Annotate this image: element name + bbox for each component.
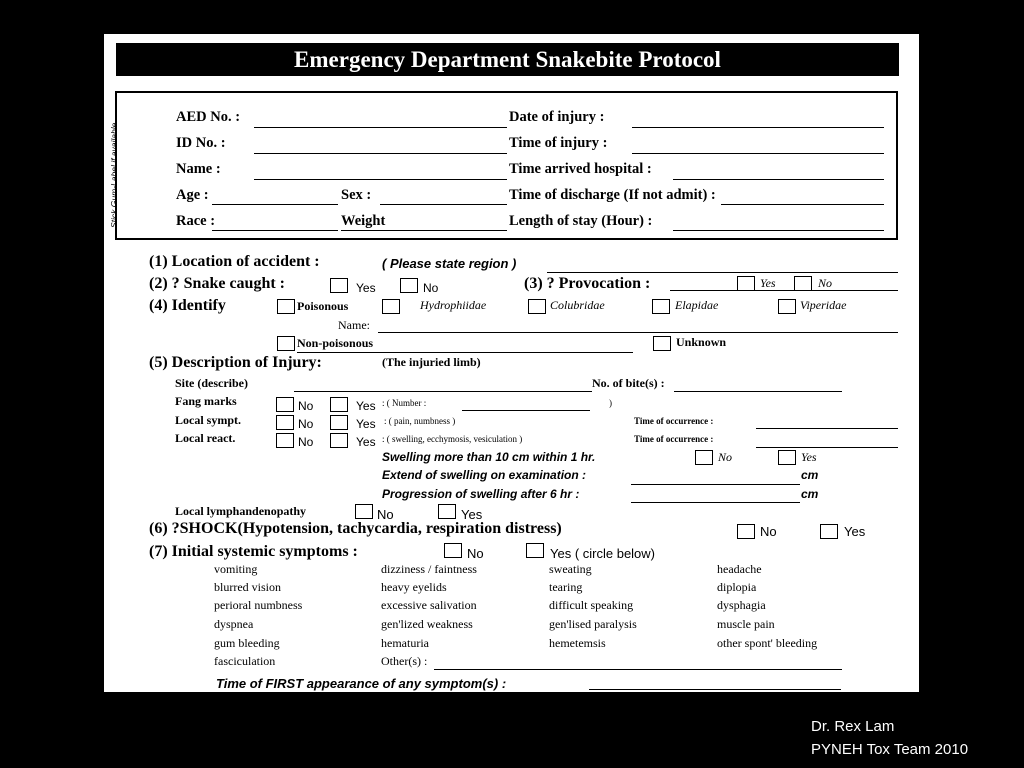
symptom-fasciculation[interactable]: fasciculation bbox=[214, 654, 276, 668]
systemic-no-label: No bbox=[467, 546, 484, 561]
local-react-label: Local react. bbox=[175, 431, 236, 445]
sympt-no-label: No bbox=[298, 417, 314, 431]
symptom-hematuria[interactable]: hematuria bbox=[381, 636, 429, 650]
first-appearance-field[interactable] bbox=[589, 689, 841, 690]
viperidae-label: Viperidae bbox=[800, 298, 847, 312]
aed-no-label: AED No. : bbox=[176, 109, 241, 125]
symptom-heavy-eyelids[interactable]: heavy eyelids bbox=[381, 580, 447, 594]
systemic-no-checkbox[interactable] bbox=[444, 543, 462, 558]
gum-label-note: Stick Gum-Label if available bbox=[109, 122, 119, 228]
q7-systemic-label: (7) Initial systemic symptoms : bbox=[149, 543, 358, 560]
non-poisonous-field bbox=[297, 352, 633, 353]
lymph-yes-checkbox[interactable] bbox=[438, 504, 456, 519]
symptom-difficult-speaking[interactable]: difficult speaking bbox=[549, 598, 634, 612]
sympt-time-label: Time of occurrence : bbox=[634, 416, 714, 426]
snake-name-label: Name: bbox=[338, 318, 370, 332]
elapidae-label: Elapidae bbox=[675, 298, 719, 312]
symptom-gum-bleeding[interactable]: gum bleeding bbox=[214, 636, 280, 650]
q5-description-label: (5) Description of Injury: bbox=[149, 354, 322, 371]
symptom-other-bleeding[interactable]: other spont' bleeding bbox=[717, 636, 818, 650]
shock-no-checkbox[interactable] bbox=[737, 524, 755, 539]
symptom-dysphagia[interactable]: dysphagia bbox=[717, 598, 766, 612]
non-poisonous-checkbox[interactable] bbox=[277, 336, 295, 351]
colubridae-checkbox[interactable] bbox=[528, 299, 546, 314]
bites-field[interactable] bbox=[674, 391, 842, 392]
q6-shock-label: (6) ?SHOCK(Hypotension, tachycardia, respiration distress) bbox=[149, 520, 562, 537]
q3-provocation-label: (3) ? Provocation : bbox=[524, 275, 651, 292]
credit-team: PYNEH Tox Team 2010 bbox=[811, 741, 969, 758]
injured-limb-note: (The injuried limb) bbox=[382, 355, 481, 369]
swelling-10cm-label: Swelling more than 10 cm within 1 hr. bbox=[382, 450, 596, 464]
symptom-generalized-paralysis[interactable]: gen'lised paralysis bbox=[549, 617, 637, 631]
date-of-injury-label: Date of injury : bbox=[509, 109, 605, 125]
lymph-yes-label: Yes bbox=[461, 507, 483, 522]
sympt-time-field[interactable] bbox=[756, 428, 898, 429]
symptom-headache[interactable]: headache bbox=[717, 562, 762, 576]
swelling-yes-label: Yes bbox=[801, 450, 817, 464]
bites-label: No. of bite(s) : bbox=[592, 376, 665, 390]
lymph-label: Local lymphandenopathy bbox=[175, 504, 307, 518]
time-discharge-label: Time of discharge (If not admit) : bbox=[509, 187, 716, 203]
symptom-generalized-weakness[interactable]: gen'lized weakness bbox=[381, 617, 473, 631]
local-sympt-label: Local sympt. bbox=[175, 413, 241, 427]
hydrophiidae-label: Hydrophiidae bbox=[420, 298, 487, 312]
race-field[interactable] bbox=[212, 230, 338, 231]
symptom-sweating[interactable]: sweating bbox=[549, 562, 592, 576]
shock-yes-checkbox[interactable] bbox=[820, 524, 838, 539]
react-yes-label: Yes bbox=[356, 435, 376, 449]
age-field[interactable] bbox=[212, 204, 338, 205]
q2-no-checkbox[interactable] bbox=[400, 278, 418, 293]
q1-location-label: (1) Location of accident : bbox=[149, 253, 320, 270]
fang-number-note: : ( Number : bbox=[382, 398, 427, 408]
site-label: Site (describe) bbox=[175, 376, 248, 390]
react-note: : ( swelling, ecchymosis, vesiculation ) bbox=[382, 434, 523, 444]
fang-marks-label: Fang marks bbox=[175, 394, 237, 408]
q3-yes-label: Yes bbox=[760, 276, 776, 290]
systemic-yes-checkbox[interactable] bbox=[526, 543, 544, 558]
sex-field[interactable] bbox=[380, 204, 507, 205]
race-label: Race : bbox=[176, 213, 216, 229]
symptom-others-field[interactable] bbox=[434, 669, 842, 670]
swelling-no-label: No bbox=[718, 450, 733, 464]
symptom-diplopia[interactable]: diplopia bbox=[717, 580, 757, 594]
fang-yes-checkbox[interactable] bbox=[330, 397, 348, 412]
length-stay-label: Length of stay (Hour) : bbox=[509, 213, 653, 229]
q2-yes-checkbox[interactable] bbox=[330, 278, 348, 293]
progression-cm: cm bbox=[801, 487, 819, 501]
react-no-checkbox[interactable] bbox=[276, 433, 294, 448]
time-arrived-label: Time arrived hospital : bbox=[509, 161, 652, 177]
symptom-others-label: Other(s) : bbox=[381, 654, 428, 668]
unknown-checkbox[interactable] bbox=[653, 336, 671, 351]
length-stay-field[interactable] bbox=[673, 230, 884, 231]
protocol-form bbox=[104, 34, 919, 692]
elapidae-checkbox[interactable] bbox=[652, 299, 670, 314]
site-field[interactable] bbox=[294, 391, 592, 392]
fang-yes-label: Yes bbox=[356, 399, 376, 413]
date-of-injury-field[interactable] bbox=[632, 127, 884, 128]
credit-author: Dr. Rex Lam bbox=[811, 718, 895, 735]
q3-no-checkbox[interactable] bbox=[794, 276, 812, 291]
time-of-injury-field[interactable] bbox=[632, 153, 884, 154]
symptom-excessive-salivation[interactable]: excessive salivation bbox=[381, 598, 477, 612]
fang-number-field[interactable] bbox=[462, 410, 590, 411]
hydrophiidae-checkbox[interactable] bbox=[382, 299, 400, 314]
shock-yes-label: Yes bbox=[844, 524, 866, 539]
symptom-blurred-vision[interactable]: blurred vision bbox=[214, 580, 281, 594]
aed-no-field[interactable] bbox=[254, 127, 507, 128]
progression-label: Progression of swelling after 6 hr : bbox=[382, 487, 580, 501]
time-discharge-field[interactable] bbox=[721, 204, 884, 205]
q4-identify-label: (4) Identify bbox=[149, 297, 226, 314]
time-of-injury-label: Time of injury : bbox=[509, 135, 608, 151]
symptom-vomiting[interactable]: vomiting bbox=[214, 562, 258, 576]
q2-yes-label: Yes bbox=[356, 281, 376, 295]
non-poisonous-label: Non-poisonous bbox=[297, 336, 374, 350]
symptom-hemetemsis[interactable]: hemetemsis bbox=[549, 636, 606, 650]
swelling-yes-checkbox[interactable] bbox=[778, 450, 796, 465]
weight-label: Weight bbox=[341, 213, 386, 229]
sympt-yes-checkbox[interactable] bbox=[330, 415, 348, 430]
symptom-perioral-numbness[interactable]: perioral numbness bbox=[214, 598, 303, 612]
viperidae-checkbox[interactable] bbox=[778, 299, 796, 314]
weight-field[interactable] bbox=[341, 230, 507, 231]
lymph-no-label: No bbox=[377, 507, 394, 522]
extent-field[interactable] bbox=[631, 484, 800, 485]
snake-name-field[interactable] bbox=[378, 332, 898, 333]
poisonous-label: Poisonous bbox=[297, 299, 349, 313]
id-no-label: ID No. : bbox=[176, 135, 226, 151]
extent-swelling-label: Extend of swelling on examination : bbox=[382, 468, 587, 482]
react-yes-checkbox[interactable] bbox=[330, 433, 348, 448]
react-time-label: Time of occurrence : bbox=[634, 434, 714, 444]
symptom-muscle-pain[interactable]: muscle pain bbox=[717, 617, 775, 631]
shock-no-label: No bbox=[760, 524, 777, 539]
lymph-no-checkbox[interactable] bbox=[355, 504, 373, 519]
id-no-field[interactable] bbox=[254, 153, 507, 154]
sympt-yes-label: Yes bbox=[356, 417, 376, 431]
extent-cm: cm bbox=[801, 468, 819, 482]
name-field[interactable] bbox=[254, 179, 507, 180]
q3-field bbox=[670, 290, 898, 291]
unknown-label: Unknown bbox=[676, 335, 727, 349]
colubridae-label: Colubridae bbox=[550, 298, 605, 312]
q3-no-label: No bbox=[818, 276, 833, 290]
age-label: Age : bbox=[176, 187, 209, 203]
time-arrived-field[interactable] bbox=[673, 179, 884, 180]
q3-yes-checkbox[interactable] bbox=[737, 276, 755, 291]
q1-location-field[interactable] bbox=[547, 272, 898, 273]
form-title: Emergency Department Snakebite Protocol bbox=[116, 43, 899, 76]
sympt-note: : ( pain, numbness ) bbox=[384, 416, 456, 426]
react-no-label: No bbox=[298, 435, 314, 449]
symptom-tearing[interactable]: tearing bbox=[549, 580, 583, 594]
fang-no-checkbox[interactable] bbox=[276, 397, 294, 412]
patient-id-box bbox=[109, 91, 898, 240]
fang-no-label: No bbox=[298, 399, 314, 413]
q2-no-label: No bbox=[423, 281, 439, 295]
progression-field[interactable] bbox=[631, 502, 800, 503]
name-label: Name : bbox=[176, 161, 221, 177]
first-appearance-label: Time of FIRST appearance of any symptom(s) : bbox=[216, 676, 507, 691]
sympt-no-checkbox[interactable] bbox=[276, 415, 294, 430]
systemic-yes-label: Yes ( circle below) bbox=[550, 546, 656, 561]
poisonous-checkbox[interactable] bbox=[277, 299, 295, 314]
sex-label: Sex : bbox=[341, 187, 372, 203]
symptom-dizziness[interactable]: dizziness / faintness bbox=[381, 562, 477, 576]
q1-hint: ( Please state region ) bbox=[382, 256, 517, 271]
swelling-no-checkbox[interactable] bbox=[695, 450, 713, 465]
q2-snake-caught-label: (2) ? Snake caught : bbox=[149, 275, 286, 292]
react-time-field[interactable] bbox=[756, 447, 898, 448]
fang-close-paren: ) bbox=[609, 398, 612, 408]
symptom-dyspnea[interactable]: dyspnea bbox=[214, 617, 254, 631]
